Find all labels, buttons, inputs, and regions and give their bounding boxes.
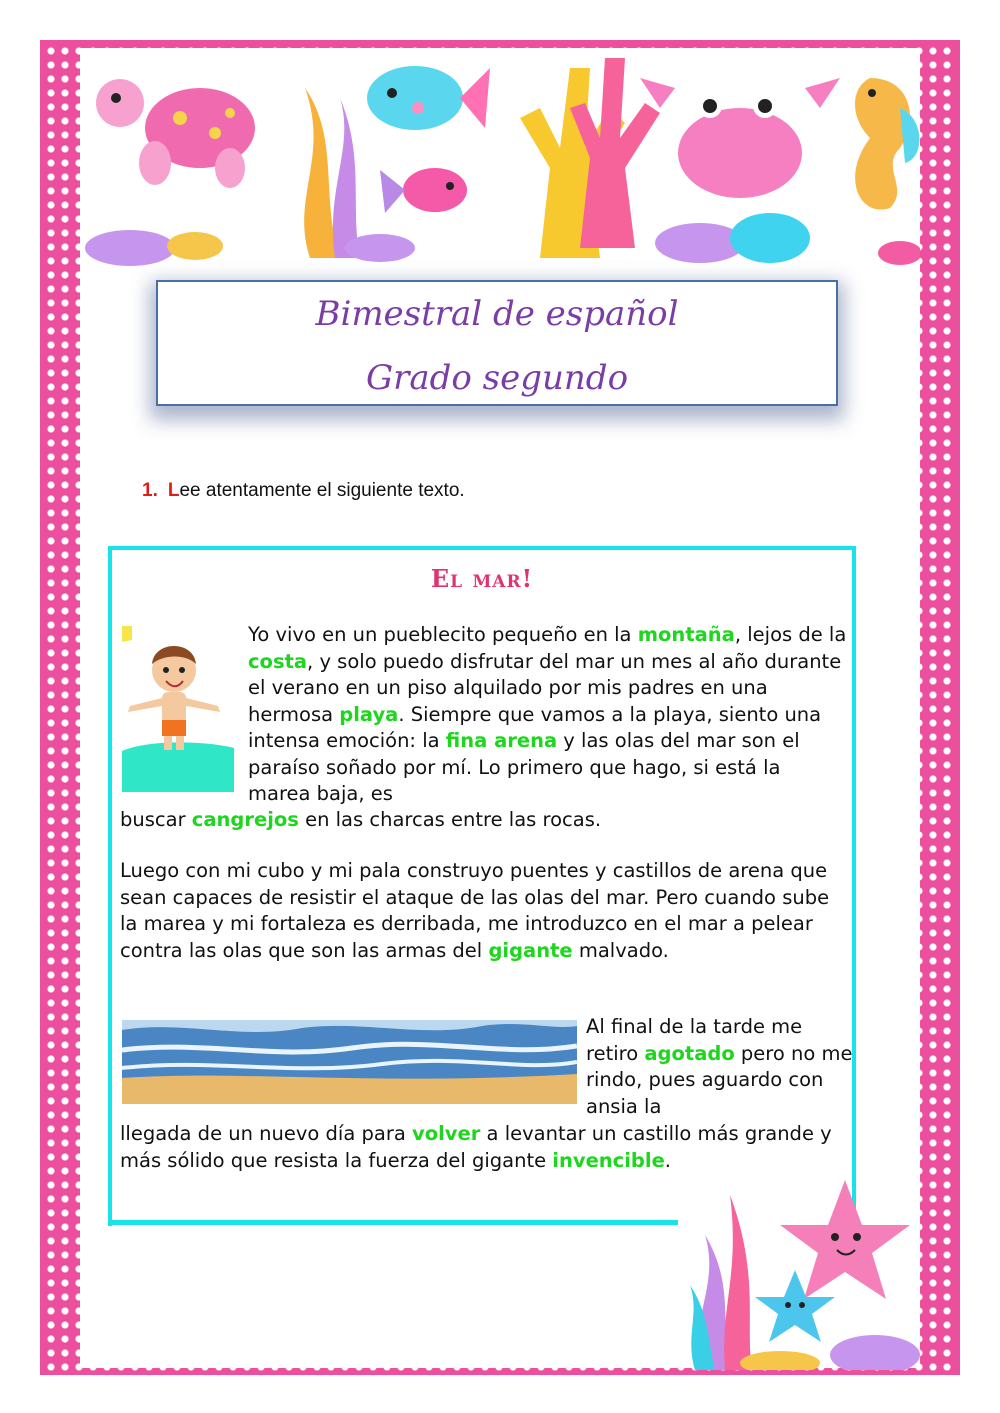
text-segment: buscar xyxy=(120,808,192,831)
highlighted-word: gigante xyxy=(488,938,573,962)
title-box xyxy=(156,280,838,406)
highlighted-word: montaña xyxy=(637,623,735,646)
highlighted-word: playa xyxy=(339,702,399,726)
text-segment: Luego con mi cubo y mi pala construyo puentes y castillos de arena que sean capaces de resistir el ataque de las olas del mar. Pero cuando sube la marea y mi fortaleza es derribada, me introduzco en el mar a pelear contra las olas que son las armas del xyxy=(120,859,830,962)
text-segment: a levantar un castillo más grande y más sólido que resista la fuerza del gigante xyxy=(120,1122,832,1172)
highlighted-word: volver xyxy=(412,1122,481,1145)
beach-waves-illustration xyxy=(122,1020,577,1104)
paragraph-2 xyxy=(120,858,850,964)
reading-title: El mar! xyxy=(430,564,534,593)
reading-box-bottom-border xyxy=(108,1220,678,1225)
text-segment: Yo vivo en un pueblecito pequeño en la xyxy=(248,623,638,646)
starfish-footer-illustration xyxy=(680,1175,920,1370)
question-first-letter: L xyxy=(167,480,180,501)
text-segment: Al final de la tarde me retiro xyxy=(586,1015,803,1065)
text-segment: pero no me rindo, pues aguardo con ansia la xyxy=(586,1041,853,1118)
reading-box xyxy=(108,546,856,1226)
blue-fish-icon xyxy=(367,66,490,130)
paragraph-1 xyxy=(248,622,848,808)
highlighted-word: agotado xyxy=(644,1041,735,1065)
paragraph-1-end-text xyxy=(120,808,601,831)
paragraph-3-end-text xyxy=(120,1122,832,1172)
paragraph-1-text xyxy=(248,623,846,805)
turtle-icon xyxy=(96,79,255,188)
title-line-2: Grado segundo xyxy=(365,358,629,398)
seahorse-icon xyxy=(855,78,919,210)
text-segment: . Siempre que vamos a la playa, siento una intensa emoción: la xyxy=(248,702,822,752)
paragraph-3-end xyxy=(120,1121,860,1174)
sea-creatures-header-illustration xyxy=(80,48,920,268)
text-segment: . xyxy=(664,1148,671,1172)
crab-icon xyxy=(640,78,840,198)
highlighted-word: fina arena xyxy=(445,729,558,752)
boy-on-island-illustration xyxy=(122,626,242,796)
paragraph-3 xyxy=(586,1014,856,1120)
question-number: 1. xyxy=(142,480,158,501)
highlighted-word: costa xyxy=(248,649,308,673)
text-segment: , lejos de la xyxy=(734,623,847,646)
text-segment: malvado. xyxy=(572,938,669,962)
pink-fish-icon xyxy=(380,168,467,213)
highlighted-word: invencible xyxy=(552,1148,665,1172)
text-segment: y las olas del mar son el paraíso soñado por mí. Lo primero que hago, si está la marea baja, es xyxy=(248,729,800,805)
paragraph-3-text xyxy=(586,1015,853,1118)
question-text: ee atentamente el siguiente texto. xyxy=(179,480,465,501)
question-1 xyxy=(142,480,465,502)
highlighted-word: cangrejos xyxy=(191,808,299,831)
title-line-1: Bimestral de español xyxy=(315,294,679,334)
text-segment: en las charcas entre las rocas. xyxy=(298,808,602,831)
text-segment: , y solo puedo disfrutar del mar un mes al año durante el verano en un piso alquilado por mis padres en una hermosa xyxy=(248,649,842,726)
text-segment: llegada de un nuevo día para xyxy=(120,1122,412,1145)
paragraph-1-end xyxy=(120,807,850,834)
paragraph-2-text xyxy=(120,859,829,962)
